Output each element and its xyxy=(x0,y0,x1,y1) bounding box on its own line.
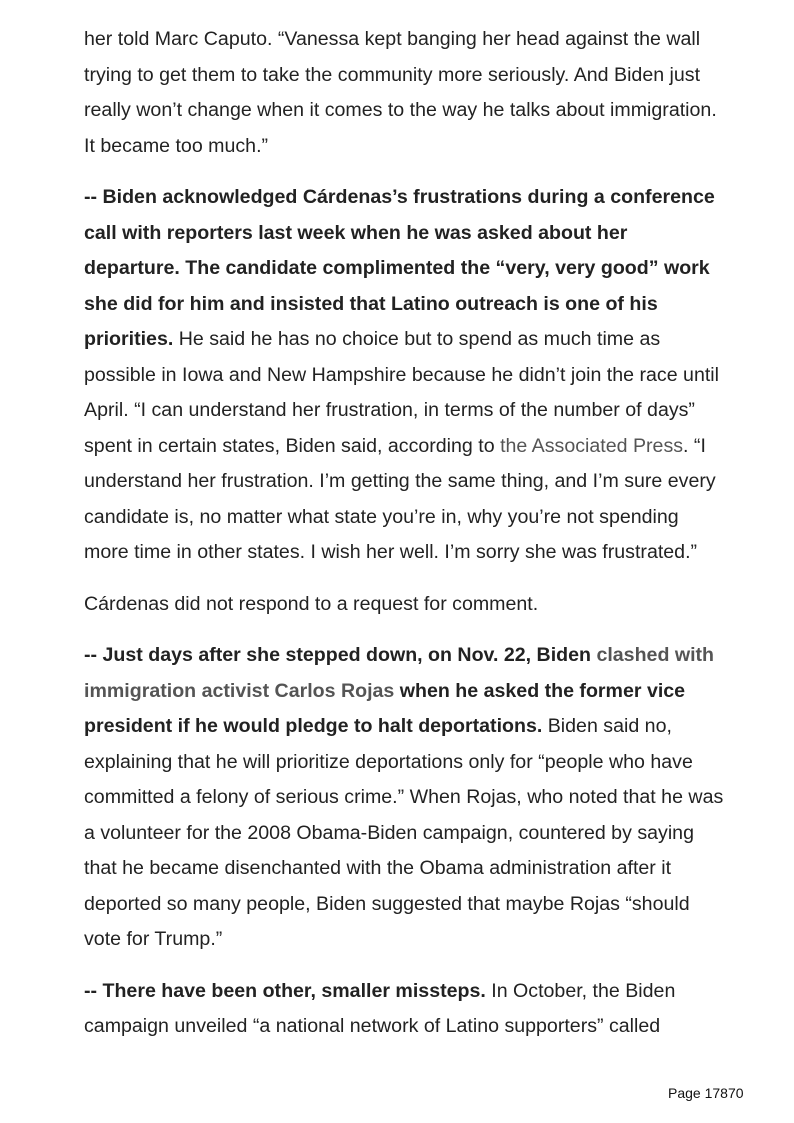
article-body xyxy=(84,22,724,1061)
text-segment: her told Marc Caputo. “Vanessa kept banging her head against the wall trying to get them to take the community more seriously. And Biden just really won’t change when it comes to the way he talks about immigration. It became too much.” xyxy=(84,28,717,157)
paragraph-2 xyxy=(84,180,724,571)
text-segment: Cárdenas did not respond to a request for comment. xyxy=(84,592,539,615)
clashed-with-rojas-link[interactable]: clashed with immigration activist Carlos Rojas xyxy=(84,644,715,702)
text-segment: He said he has no choice but to spend as much time as possible in Iowa and New Hampshire because he didn’t join the race until April. “I can understand her frustration, in terms of the number of days” spent in certain states, Biden said, according to xyxy=(84,328,719,457)
bold-lead: -- Biden acknowledged Cárdenas’s frustrations during a conference call with reporters last week when he was asked about her departure. The candidate complimented the “very, very good” work she did for him and insisted that Latino outreach is one of his priorities. xyxy=(84,186,715,350)
text-segment: . “I understand her frustration. I’m getting the same thing, and I’m sure every candidate is, no matter what state you’re in, why you’re not spending more time in other states. I wish her well. I’m sorry she was frustrated.” xyxy=(84,434,716,563)
text-segment: Biden said no, explaining that he will prioritize deportations only for “people who have committed a felony of serious crime.” When Rojas, who noted that he was a volunteer for the 2008 Obama-Biden campaign, countered by saying that he became disenchanted with the Obama administration after it deported so many people, Biden suggested that maybe Rojas “should vote for Trump.” xyxy=(84,715,724,950)
associated-press-link[interactable]: the Associated Press xyxy=(500,434,684,457)
text-segment: In October, the Biden campaign unveiled “a national network of Latino supporters” called xyxy=(84,979,676,1037)
paragraph-5 xyxy=(84,974,724,1045)
paragraph-4 xyxy=(84,638,724,958)
bold-lead-continued: when he asked the former vice president if he would pledge to halt deportations. xyxy=(84,679,686,737)
page-number: Page 17870 xyxy=(668,1085,744,1101)
bold-lead: -- There have been other, smaller missteps. xyxy=(84,979,486,1002)
paragraph-1 xyxy=(84,22,724,164)
bold-lead: -- Just days after she stepped down, on Nov. 22, Biden xyxy=(84,644,597,666)
paragraph-3 xyxy=(84,587,724,623)
